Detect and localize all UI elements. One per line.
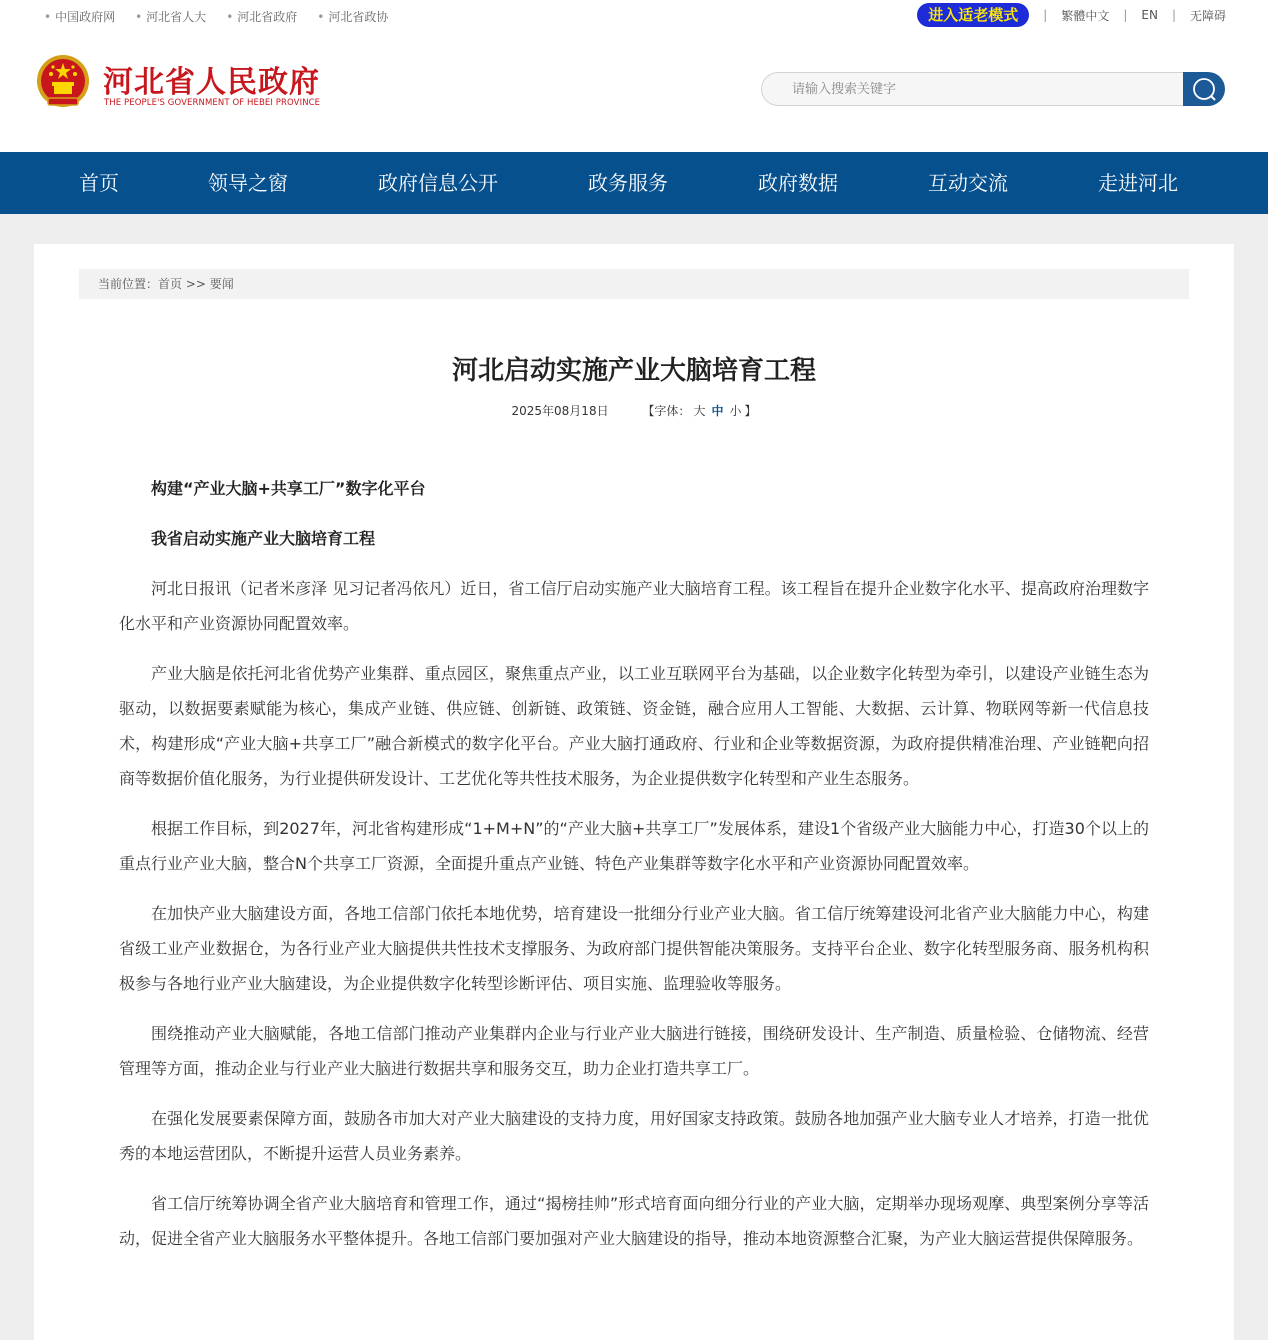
nav-item-gov-data[interactable]: 政府数据 [758, 171, 838, 195]
article-card [34, 244, 1234, 1340]
site-logo-title[interactable]: 河北省人民政府 [103, 65, 320, 100]
search-box [761, 72, 1225, 106]
nav-item-home[interactable]: 首页 [79, 171, 119, 195]
font-size-close: 】 [744, 404, 757, 418]
main-nav [0, 152, 1268, 214]
top-link-cppcc[interactable]: • 河北省政协 [317, 8, 388, 25]
article-paragraph: 根据工作目标，到2027年，河北省构建形成“1+M+N”的“产业大脑+共享工厂”发展体系，建设1个省级产业大脑能力中心，打造30个以上的重点行业产业大脑，整合N个共享工厂资源，全面提升重点产业链、特色产业集群等数字化水平和产业资源协同配置效率。 [119, 819, 1149, 873]
search-input[interactable] [761, 72, 1183, 106]
article-subtitle: 我省启动实施产业大脑培育工程 [151, 529, 376, 548]
breadcrumb[interactable]: 当前位置：首页 >> 要闻 [79, 269, 1189, 299]
top-links [44, 8, 408, 25]
divider: | [1123, 8, 1128, 22]
top-utility-bar [0, 0, 1268, 32]
article-paragraph: 河北日报讯（记者米彦泽 见习记者冯依凡）近日，省工信厅启动实施产业大脑培育工程。该工程旨在提升企业数字化水平、提高政府治理数字化水平和产业资源协同配置效率。 [119, 579, 1149, 633]
nav-item-gov-services[interactable]: 政务服务 [588, 171, 668, 195]
article-title: 河北启动实施产业大脑培育工程 [451, 356, 816, 386]
publish-date: 2025年08月18日 [511, 404, 609, 418]
top-link-provincial-gov[interactable]: • 河北省政府 [226, 8, 297, 25]
article-paragraph: 围绕推动产业大脑赋能，各地工信部门推动产业集群内企业与行业产业大脑进行链接，围绕研发设计、生产制造、质量检验、仓储物流、经营管理等方面，推动企业与行业产业大脑进行数据共享和服务交互，助力企业打造共享工厂。 [119, 1024, 1149, 1078]
nav-item-leaders[interactable]: 领导之窗 [208, 171, 288, 195]
font-size-large-button[interactable]: 大 [693, 404, 706, 418]
elder-mode-button[interactable]: 进入适老模式 [917, 3, 1029, 27]
font-size-small-button[interactable]: 小 [729, 404, 742, 418]
font-size-label: 【字体： [642, 404, 691, 418]
english-link[interactable]: EN [1141, 8, 1158, 22]
search-button[interactable] [1183, 72, 1225, 106]
article-paragraph: 省工信厅统筹协调全省产业大脑培育和管理工作，通过“揭榜挂帅”形式培育面向细分行业的产业大脑，定期举办现场观摩、典型案例分享等活动，促进全省产业大脑服务水平整体提升。各地工信部门要加强对产业大脑建设的指导，推动本地资源整合汇聚，为产业大脑运营提供保障服务。 [119, 1194, 1149, 1248]
article-paragraph: 在加快产业大脑建设方面，各地工信部门依托本地优势，培育建设一批细分行业产业大脑。省工信厅统筹建设河北省产业大脑能力中心，构建省级工业产业数据仓，为各行业产业大脑提供共性技术支撑服务、为政府部门提供智能决策服务。支持平台企业、数字化转型服务商、服务机构积极参与各地行业产业大脑建设，为企业提供数字化转型诊断评估、项目实施、监理验收等服务。 [119, 904, 1149, 993]
divider: | [1043, 8, 1048, 22]
article-body [119, 471, 1149, 1271]
nav-item-interaction[interactable]: 互动交流 [928, 171, 1008, 195]
article-meta [34, 402, 1234, 419]
site-logo-subtitle: THE PEOPLE'S GOVERNMENT OF HEBEI PROVINCE [104, 98, 321, 108]
site-header [0, 32, 1268, 152]
article-paragraph: 产业大脑是依托河北省优势产业集群、重点园区，聚焦重点产业，以工业互联网平台为基础，以企业数字化转型为牵引，以建设产业链生态为驱动，以数据要素赋能为核心，集成产业链、供应链、创新链、政策链、资金链，融合应用人工智能、大数据、云计算、物联网等新一代信息技术，构建形成“产业大脑+共享工厂”融合新模式的数字化平台。产业大脑打通政府、行业和企业等数据资源，为政府提供精准治理、产业链靶向招商等数据价值化服务，为行业提供研发设计、工艺优化等共性技术服务，为企业提供数字化转型和产业生态服务。 [119, 664, 1149, 788]
article-subtitle: 构建“产业大脑+共享工厂”数字化平台 [151, 479, 426, 498]
national-emblem-icon[interactable] [36, 54, 90, 110]
nav-item-about-hebei[interactable]: 走进河北 [1098, 171, 1178, 195]
search-icon [1191, 76, 1217, 102]
top-link-central-gov[interactable]: • 中国政府网 [44, 8, 115, 25]
top-right-tools [917, 3, 1226, 27]
article-paragraph: 在强化发展要素保障方面，鼓励各市加大对产业大脑建设的支持力度，用好国家支持政策。鼓励各地加强产业大脑专业人才培养，打造一批优秀的本地运营团队，不断提升运营人员业务素养。 [119, 1109, 1149, 1163]
divider: | [1171, 8, 1176, 22]
top-link-npc[interactable]: • 河北省人大 [135, 8, 206, 25]
accessibility-link[interactable]: 无障碍 [1189, 8, 1226, 23]
font-size-medium-button[interactable]: 中 [711, 404, 724, 418]
nav-item-info-disclosure[interactable]: 政府信息公开 [378, 171, 498, 195]
traditional-chinese-link[interactable]: 繁體中文 [1061, 8, 1110, 23]
